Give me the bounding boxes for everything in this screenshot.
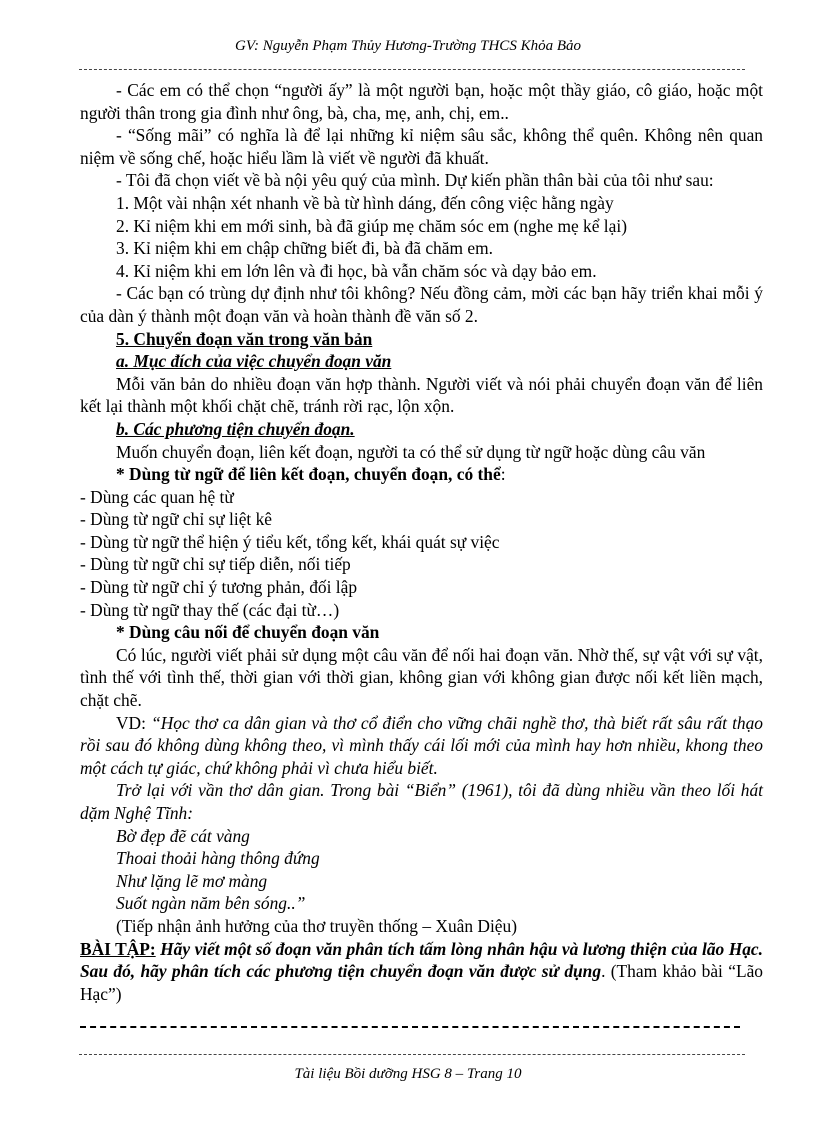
subsection-heading: a. Mục đích của việc chuyển đoạn văn: [116, 351, 392, 372]
list-item: - Dùng từ ngữ thể hiện ý tiểu kết, tổng kết, khái quát sự việc: [80, 531, 500, 552]
page-footer: Tài liệu Bồi dưỡng HSG 8 – Trang 10: [294, 1066, 522, 1082]
subsection-heading: b. Các phương tiện chuyển đoạn.: [116, 418, 355, 439]
example-paragraph: [80, 712, 763, 780]
example-paragraph: Trở lại với vần thơ dân gian. Trong bài “Biển” (1961), tôi đã dùng nhiều vần theo lối hát dặm Nghệ Tĩnh:: [80, 780, 763, 823]
method-heading: * Dùng câu nối để chuyển đoạn văn: [116, 622, 380, 643]
footer-divider: [79, 1054, 745, 1055]
outline-item: 2. Kỉ niệm khi em mới sinh, bà đã giúp mẹ chăm sóc em (nghe mẹ kể lại): [116, 215, 627, 236]
list-item: - Dùng các quan hệ từ: [80, 486, 234, 507]
poem-line: Suốt ngàn năm bên sóng..”: [116, 893, 306, 914]
method-heading-colon: :: [500, 464, 506, 485]
source-citation: (Tiếp nhận ảnh hưởng của thơ truyền thống – Xuân Diệu): [116, 915, 518, 936]
poem-line: Thoai thoải hàng thông đứng: [116, 848, 320, 869]
paragraph: - “Sống mãi” có nghĩa là để lại những kỉ niệm sâu sắc, không thể quên. Không nên quan niệm về sống chế, hoặc hiểu lầm là viết về người đã khuất.: [80, 125, 763, 168]
paragraph: Mỗi văn bản do nhiều đoạn văn hợp thành. Người viết và nói phải chuyển đoạn văn để liên kết lại thành một khối chặt chẽ, tránh rời rạc, lộn xộn.: [80, 373, 763, 417]
exercise-label: BÀI TẬP:: [80, 938, 156, 959]
paragraph: Muốn chuyển đoạn, liên kết đoạn, người ta có thể sử dụng từ ngữ hoặc dùng câu văn: [116, 441, 706, 462]
outline-item: 1. Một vài nhận xét nhanh về bà từ hình dáng, đến công việc hằng ngày: [116, 192, 614, 213]
list-item: - Dùng từ ngữ chỉ ý tương phản, đối lập: [80, 577, 358, 598]
example-label: VD:: [116, 712, 152, 733]
exercise: [80, 938, 763, 1006]
page-header: GV: Nguyễn Phạm Thủy Hương-Trường THCS Khỏa Bảo: [235, 38, 581, 54]
outline-item: 3. Kỉ niệm khi em chập chững biết đi, bà đã chăm em.: [116, 238, 493, 259]
exercise-text: Hãy viết một số đoạn văn phân tích tấm lòng nhân hậu và lương thiện của lão Hạc. Sau đó, hãy phân tích các phương tiện chuyển đoạn văn được sử dụng: [80, 938, 763, 982]
method-heading-text: * Dùng từ ngữ để liên kết đoạn, chuyển đoạn, có thể: [116, 464, 501, 485]
exercise-tail: . (Tham khảo bài “Lão Hạc”): [80, 961, 763, 1004]
poem-line: Như lặng lẽ mơ màng: [116, 870, 268, 891]
poem-line: Bờ đẹp đẽ cát vàng: [116, 825, 250, 846]
paragraph: Có lúc, người viết phải sử dụng một câu văn để nối hai đoạn văn. Nhờ thế, sự vật với sự vật, tình thế với tình thế, thời gian với thời gian, không gian với không gian được nối kết liền mạch, chặt chẽ.: [80, 644, 763, 711]
header-divider: [79, 69, 745, 70]
list-item: - Dùng từ ngữ chỉ sự liệt kê: [80, 509, 273, 530]
paragraph: - Các em có thể chọn “người ấy” là một người bạn, hoặc một thầy giáo, cô giáo, hoặc một người thân trong gia đình như ông, bà, cha, mẹ, anh, chị, em..: [80, 80, 763, 123]
list-item: - Dùng từ ngữ chỉ sự tiếp diễn, nối tiếp: [80, 554, 351, 575]
paragraph: - Tôi đã chọn viết về bà nội yêu quý của mình. Dự kiến phần thân bài của tôi như sau:: [116, 170, 714, 191]
paragraph: - Các bạn có trùng dự định như tôi không? Nếu đồng cảm, mời các bạn hãy triển khai mỗi ý của dàn ý thành một đoạn văn và hoàn thành đề văn số 2.: [80, 283, 763, 326]
document-body: [80, 79, 763, 1005]
list-item: - Dùng từ ngữ thay thế (các đại từ…): [80, 599, 340, 620]
method-heading: [80, 463, 763, 486]
exercise-divider: [80, 1026, 740, 1028]
outline-item: 4. Kỉ niệm khi em lớn lên và đi học, bà vẫn chăm sóc và dạy bảo em.: [116, 260, 597, 281]
section-heading: 5. Chuyển đoạn văn trong văn bản: [116, 328, 373, 349]
example-quote: “Học thơ ca dân gian và thơ cổ điển cho vững chãi nghề thơ, thà biết rất sâu rất thạo rồi sau đó không dùng không theo, vì mình thấy cái lối mới của mình hay hơn nhiều, khong theo một cách tự giác, chứ không phải vì chưa hiểu biết.: [80, 712, 763, 778]
